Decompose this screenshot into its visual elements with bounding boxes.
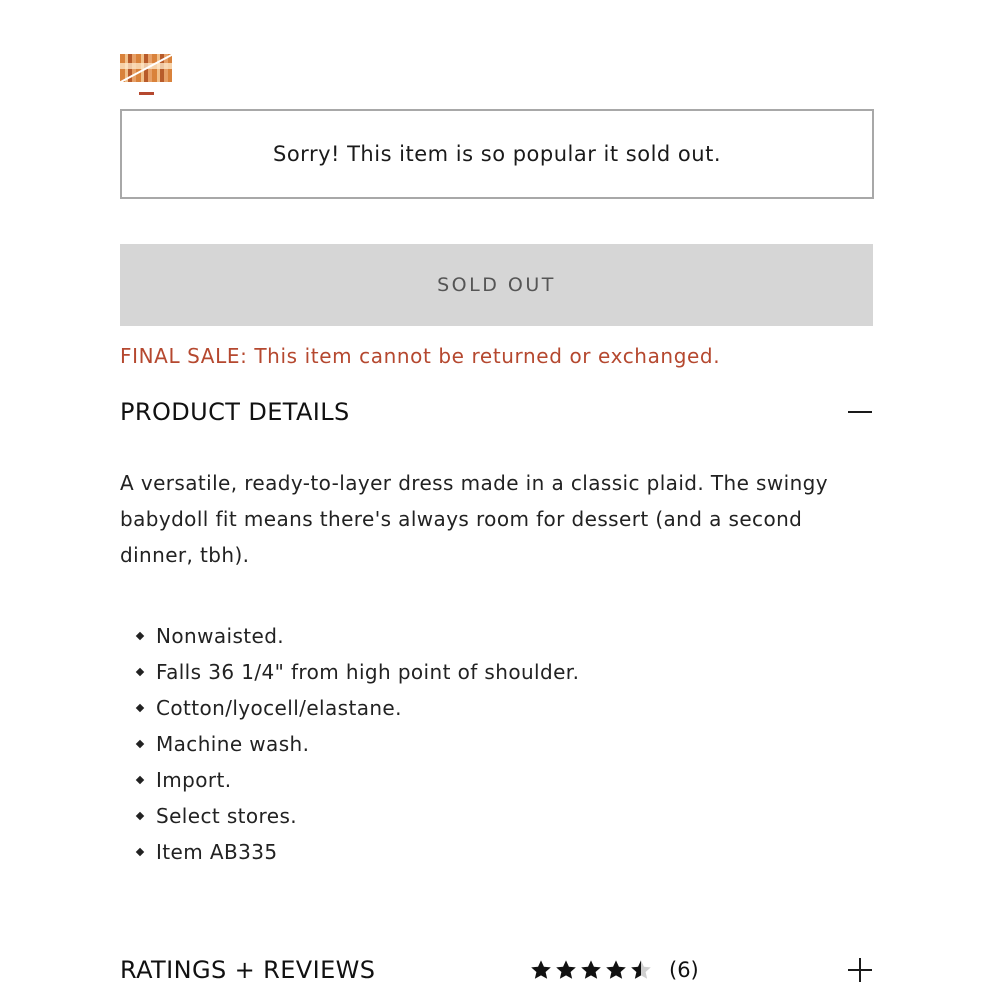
bullet-icon: [136, 704, 144, 712]
list-item: [137, 726, 579, 762]
swatch-selected-indicator: [139, 92, 154, 95]
ratings-reviews-header[interactable]: [120, 953, 873, 987]
sold-out-notice-text: Sorry! This item is so popular it sold out.: [273, 142, 721, 166]
star-icon: [530, 959, 552, 981]
product-details-title: PRODUCT DETAILS: [120, 398, 350, 426]
product-details-header[interactable]: [120, 395, 873, 429]
list-item: [137, 834, 579, 870]
star-rating: [530, 953, 699, 987]
review-count: (6): [669, 958, 699, 982]
bullet-icon: [136, 668, 144, 676]
minus-icon[interactable]: [847, 399, 873, 425]
product-details-list: [137, 618, 579, 870]
product-description: A versatile, ready-to-layer dress made in a classic plaid. The swingy babydoll fit means there's always room for dessert (and a second dinner, tbh).: [120, 471, 828, 567]
bullet-icon: [136, 632, 144, 640]
plus-icon[interactable]: [847, 957, 873, 983]
final-sale-notice: FINAL SALE: This item cannot be returned or exchanged.: [120, 344, 721, 368]
star-icon: [580, 959, 602, 981]
color-swatch-plaid[interactable]: [120, 54, 172, 82]
list-item: [137, 762, 579, 798]
list-item-text: Item AB335: [156, 840, 278, 864]
list-item-text: Select stores.: [156, 804, 298, 828]
list-item-text: Import.: [156, 768, 232, 792]
bullet-icon: [136, 740, 144, 748]
list-item: [137, 690, 579, 726]
list-item: [137, 654, 579, 690]
list-item-text: Nonwaisted.: [156, 624, 285, 648]
list-item-text: Falls 36 1/4" from high point of shoulder.: [156, 660, 580, 684]
bullet-icon: [136, 848, 144, 856]
bullet-icon: [136, 776, 144, 784]
list-item-text: Machine wash.: [156, 732, 310, 756]
star-icon: [555, 959, 577, 981]
half-star-icon: [630, 959, 652, 981]
ratings-reviews-title: RATINGS + REVIEWS: [120, 956, 376, 984]
sold-out-button-label: SOLD OUT: [437, 274, 556, 296]
list-item: [137, 798, 579, 834]
star-icon: [605, 959, 627, 981]
sold-out-notice: [120, 109, 874, 199]
sold-out-button[interactable]: [120, 244, 873, 326]
list-item: [137, 618, 579, 654]
bullet-icon: [136, 812, 144, 820]
list-item-text: Cotton/lyocell/elastane.: [156, 696, 402, 720]
